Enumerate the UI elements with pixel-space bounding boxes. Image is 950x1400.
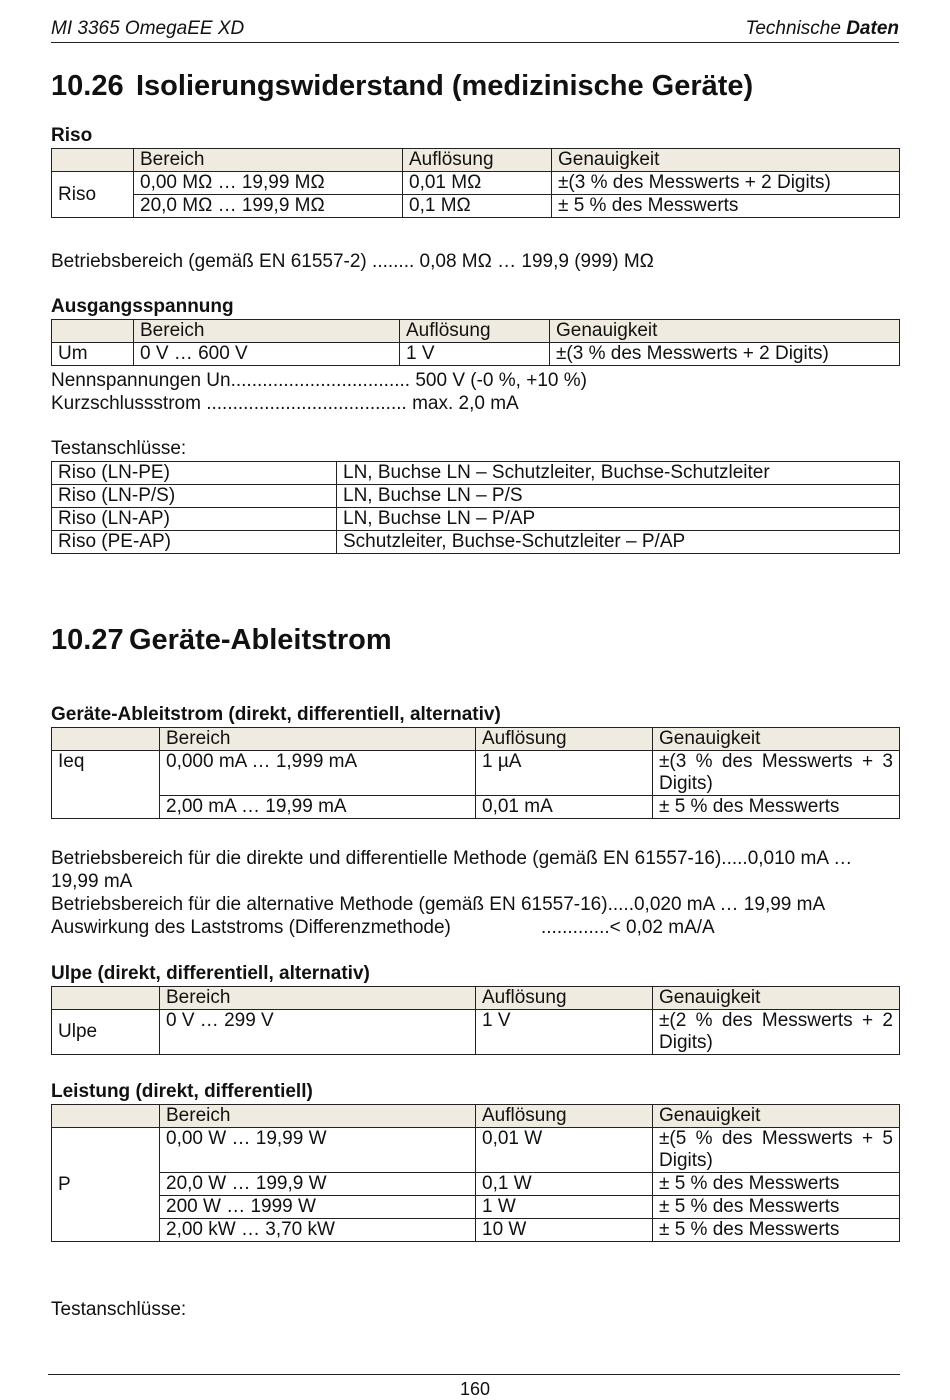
table-row: 20,0 MΩ … 199,9 MΩ 0,1 MΩ ± 5 % des Messwerts [52, 195, 900, 218]
section-title-10-27: 10.27 Geräte-Ableitstrom [51, 624, 392, 656]
table-row: P 0,00 W … 19,99 W 0,01 W ±(5 % des Messwerts + 5 Digits) [52, 1128, 900, 1173]
section-title-10-26: 10.26 Isolierungswiderstand (medizinische Geräte) [51, 70, 754, 102]
output-voltage-table [51, 319, 900, 366]
table-row: Ieq 0,000 mA … 1,999 mA 1 µA ±(3 % des Messwerts + 3 Digits) [52, 751, 900, 796]
table-row: 2,00 kW … 3,70 kW 10 W ± 5 % des Messwerts [52, 1219, 900, 1242]
nominal-voltage: Nennspannungen Un.................................. 500 V (-0 %, +10 %) [51, 370, 587, 391]
page-number: 160 [459, 1379, 491, 1399]
table-header-row: Bereich Auflösung Genauigkeit [52, 728, 900, 751]
operating-range-alternative: Betriebsbereich für die alternative Methode (gemäß EN 61557-16).....0,020 mA … 19,99 mA [51, 894, 826, 915]
page-header [51, 18, 899, 43]
header-model: MI 3365 OmegaEE XD [51, 18, 245, 39]
table-row: Riso (PE-AP) Schutzleiter, Buchse-Schutzleiter – P/AP [52, 531, 900, 554]
operating-range-direct-cont: 19,99 mA [51, 871, 133, 892]
ulpe-heading: Ulpe (direkt, differentiell, alternativ) [51, 963, 370, 984]
table-row: Riso 0,00 MΩ … 19,99 MΩ 0,01 MΩ ±(3 % des Messwerts + 2 Digits) [52, 172, 900, 195]
table-header-row: Bereich Auflösung Genauigkeit [52, 987, 900, 1010]
table-row: 200 W … 1999 W 1 W ± 5 % des Messwerts [52, 1196, 900, 1219]
table-header-row: Bereich Auflösung Genauigkeit [52, 320, 900, 343]
riso-heading: Riso [51, 125, 93, 146]
test-connections-heading-2: Testanschlüsse: [51, 1299, 187, 1320]
table-row: Riso (LN-P/S) LN, Buchse LN – P/S [52, 485, 900, 508]
power-heading: Leistung (direkt, differentiell) [51, 1081, 313, 1102]
short-circuit-current: Kurzschlussstrom ...................................... max. 2,0 mA [51, 393, 519, 414]
ulpe-table [51, 986, 900, 1055]
table-header-row: Bereich Auflösung Genauigkeit [52, 1105, 900, 1128]
power-table [51, 1104, 900, 1242]
test-connections-heading: Testanschlüsse: [51, 438, 187, 459]
table-row: Ulpe 0 V … 299 V 1 V ±(2 % des Messwerts + 2 Digits) [52, 1010, 900, 1055]
leakage-table [51, 727, 900, 819]
table-row: Riso (LN-AP) LN, Buchse LN – P/AP [52, 508, 900, 531]
output-voltage-heading: Ausgangsspannung [51, 296, 234, 317]
table-row: 2,00 mA … 19,99 mA 0,01 mA ± 5 % des Messwerts [52, 796, 900, 819]
table-row: Riso (LN-PE) LN, Buchse LN – Schutzleiter, Buchse-Schutzleiter [52, 462, 900, 485]
footer-rule [48, 1374, 900, 1375]
table-row: Um 0 V … 600 V 1 V ±(3 % des Messwerts + 2 Digits) [52, 343, 900, 366]
riso-operating-range: Betriebsbereich (gemäß EN 61557-2) ........ 0,08 MΩ … 199,9 (999) MΩ [51, 251, 654, 272]
leakage-heading: Geräte-Ableitstrom (direkt, differentiell, alternativ) [51, 704, 501, 725]
operating-range-direct: Betriebsbereich für die direkte und differentielle Methode (gemäß EN 61557-16).....0,010 mA … [51, 848, 853, 869]
test-connections-table [51, 461, 900, 554]
table-row: 20,0 W … 199,9 W 0,1 W ± 5 % des Messwerts [52, 1173, 900, 1196]
riso-table [51, 148, 900, 218]
load-current-effect: Auswirkung des Laststroms (Differenzmethode) .............< 0,02 mA/A [51, 917, 715, 938]
header-section: Technische Daten [745, 18, 899, 39]
table-header-row: Bereich Auflösung Genauigkeit [52, 149, 900, 172]
